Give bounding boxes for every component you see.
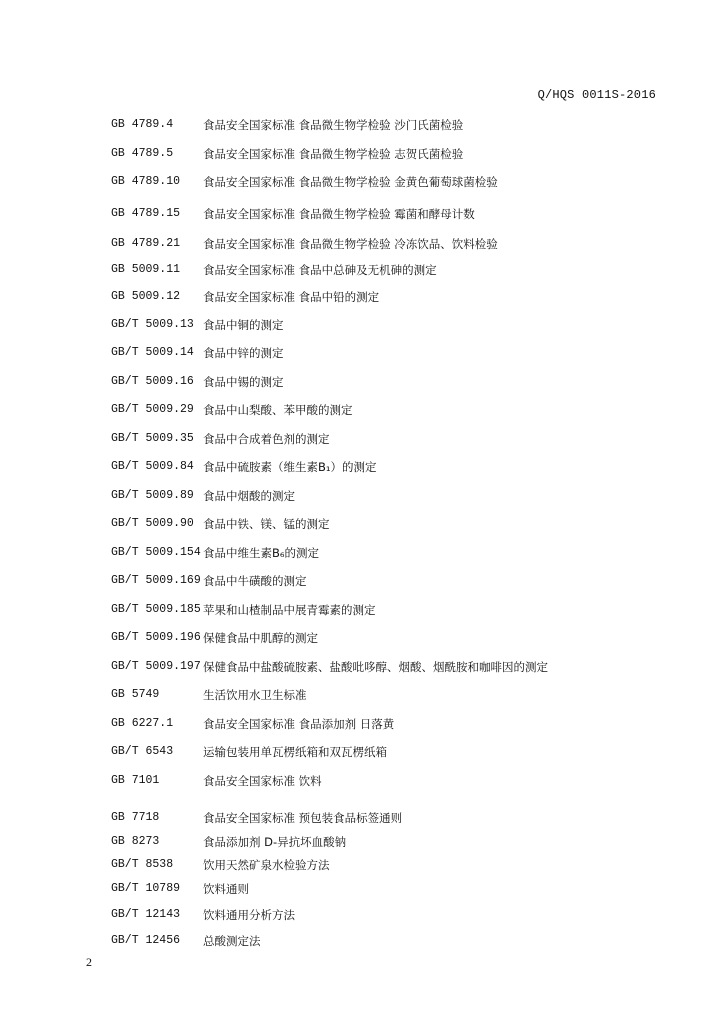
reference-code: GB/T 5009.185 [111, 603, 201, 616]
reference-code: GB 8273 [111, 835, 160, 848]
reference-code: GB/T 5009.29 [111, 403, 194, 416]
reference-title: 食品中锌的测定 [203, 346, 284, 360]
reference-title: 食品中铜的测定 [203, 318, 284, 332]
reference-title: 运输包装用单瓦楞纸箱和双瓦楞纸箱 [203, 745, 387, 759]
page-number: 2 [86, 955, 92, 969]
reference-title: 食品安全国家标准 预包装食品标签通则 [203, 811, 403, 825]
reference-code: GB 4789.5 [111, 147, 174, 160]
reference-title: 保健食品中盐酸硫胺素、盐酸吡哆醇、烟酸、烟酰胺和咖啡因的测定 [203, 660, 548, 674]
reference-title: 饮用天然矿泉水检验方法 [203, 858, 330, 872]
reference-code: GB/T 12456 [111, 934, 181, 947]
reference-code: GB 4789.21 [111, 237, 181, 250]
reference-title: 食品添加剂 D-异抗坏血酸钠 [203, 835, 347, 849]
reference-title: 食品安全国家标准 食品添加剂 日落黄 [203, 717, 395, 731]
reference-code: GB 4789.15 [111, 207, 181, 220]
reference-title: 苹果和山楂制品中展青霉素的测定 [203, 603, 376, 617]
reference-code: GB 7718 [111, 811, 160, 824]
reference-code: GB 4789.4 [111, 118, 174, 131]
reference-title: 食品中硫胺素（维生素B₁）的测定 [203, 460, 377, 474]
reference-code: GB 5009.11 [111, 263, 181, 276]
reference-code: GB/T 10789 [111, 882, 181, 895]
reference-title: 食品中维生素B₆的测定 [203, 546, 319, 560]
reference-code: GB/T 5009.14 [111, 346, 194, 359]
reference-title: 食品安全国家标准 食品中总砷及无机砷的测定 [203, 263, 437, 277]
reference-title: 食品安全国家标准 食品微生物学检验 沙门氏菌检验 [203, 118, 464, 132]
reference-title: 食品安全国家标准 食品微生物学检验 冷冻饮品、饮料检验 [203, 237, 498, 251]
reference-title: 食品中铁、镁、锰的测定 [203, 517, 330, 531]
reference-title: 饮料通则 [203, 882, 249, 896]
reference-code: GB/T 5009.169 [111, 574, 201, 587]
reference-code: GB/T 5009.197 [111, 660, 201, 673]
reference-title: 食品中山梨酸、苯甲酸的测定 [203, 403, 353, 417]
reference-code: GB 4789.10 [111, 175, 181, 188]
reference-code: GB/T 5009.16 [111, 375, 194, 388]
reference-title: 食品中锡的测定 [203, 375, 284, 389]
document-id-header: Q/HQS 0011S-2016 [537, 88, 656, 102]
reference-title: 总酸测定法 [203, 934, 261, 948]
reference-code: GB/T 5009.196 [111, 631, 201, 644]
reference-title: 食品中牛磺酸的测定 [203, 574, 307, 588]
reference-code: GB 7101 [111, 774, 160, 787]
reference-title: 食品安全国家标准 饮料 [203, 774, 322, 788]
reference-code: GB/T 5009.90 [111, 517, 194, 530]
reference-title: 食品安全国家标准 食品微生物学检验 霉菌和酵母计数 [203, 207, 475, 221]
reference-code: GB/T 8538 [111, 858, 174, 871]
reference-title: 生活饮用水卫生标准 [203, 688, 307, 702]
reference-title: 食品中烟酸的测定 [203, 489, 295, 503]
reference-title: 食品安全国家标准 食品中铅的测定 [203, 290, 380, 304]
reference-title: 保健食品中肌醇的测定 [203, 631, 318, 645]
reference-title: 饮料通用分析方法 [203, 908, 295, 922]
reference-code: GB/T 5009.154 [111, 546, 201, 559]
reference-title: 食品中合成着色剂的测定 [203, 432, 330, 446]
reference-code: GB/T 5009.89 [111, 489, 194, 502]
reference-code: GB/T 5009.35 [111, 432, 194, 445]
reference-code: GB 5009.12 [111, 290, 181, 303]
reference-code: GB/T 5009.13 [111, 318, 194, 331]
reference-code: GB/T 12143 [111, 908, 181, 921]
reference-code: GB/T 6543 [111, 745, 174, 758]
reference-title: 食品安全国家标准 食品微生物学检验 金黄色葡萄球菌检验 [203, 175, 498, 189]
reference-code: GB 6227.1 [111, 717, 174, 730]
reference-title: 食品安全国家标准 食品微生物学检验 志贺氏菌检验 [203, 147, 464, 161]
reference-code: GB 5749 [111, 688, 160, 701]
reference-code: GB/T 5009.84 [111, 460, 194, 473]
